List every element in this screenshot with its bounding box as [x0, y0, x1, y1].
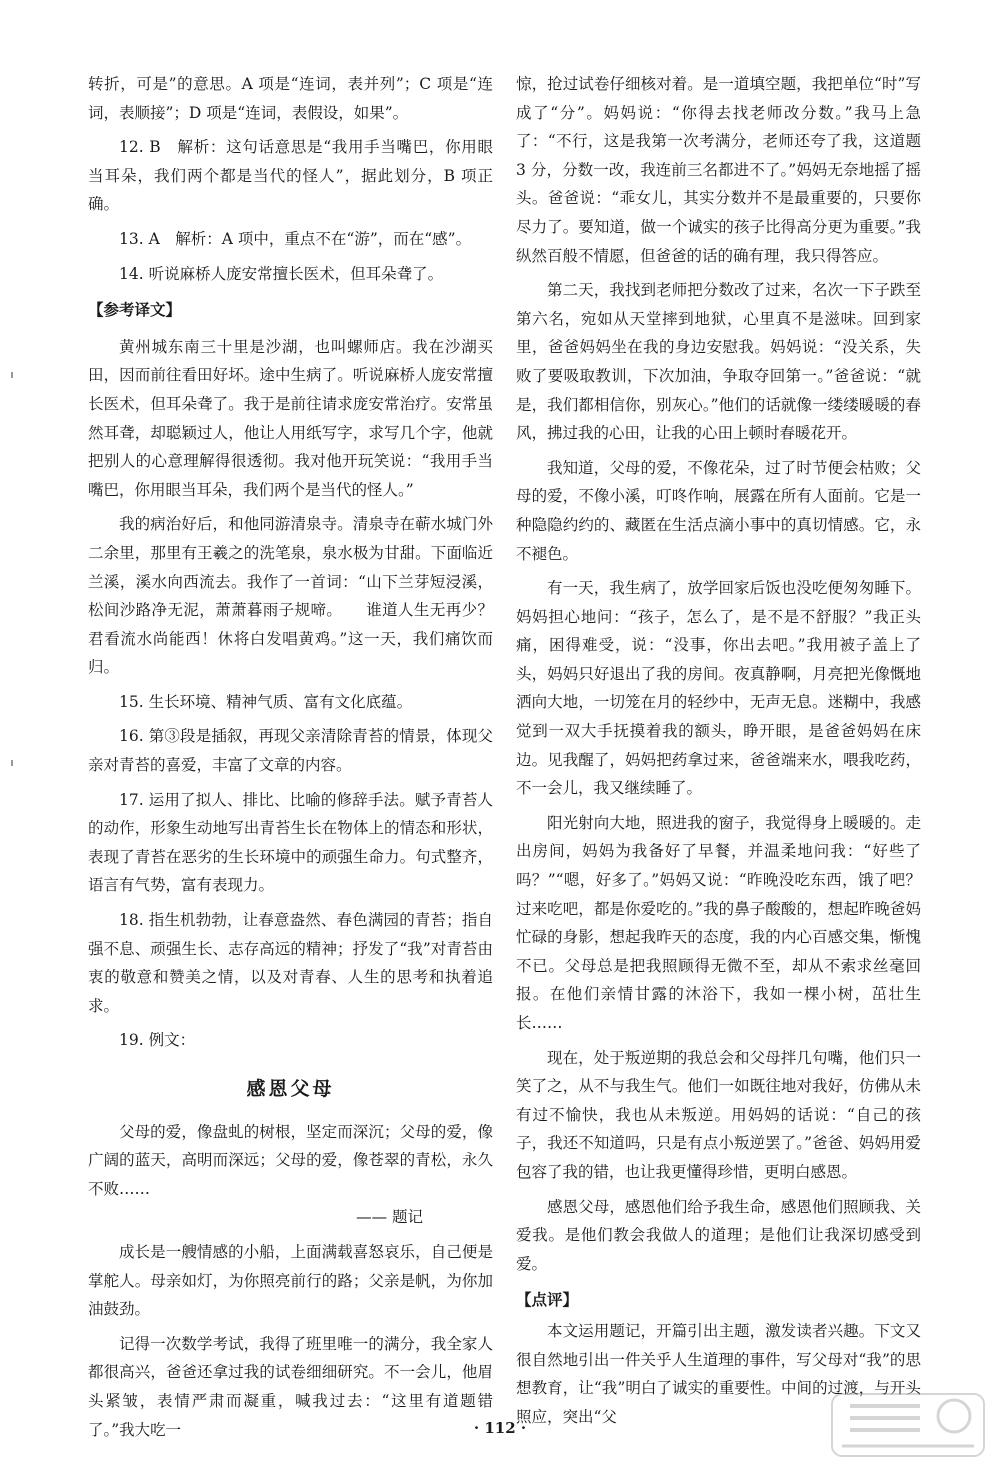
- answer-18: 18. 指生机勃勃，让春意盎然、春色满园的青苔；指自强不息、顽强生长、志存高远的精神；抒发了“我”对青苔由衷的敬意和赞美之情，以及对青春、人生的思考和执着追求。: [88, 911, 493, 1015]
- translation-paragraph: 黄州城东南三十里是沙湖，也叫螺师店。我在沙湖买田，因而前往看田好坏。途中生病了。听说麻桥人庞安常擅长医术，但耳朵聋了。我于是前往请求庞安常治疗。安常虽然耳聋，却聪颖过人，他让人用纸写字，求写几个字，他就把别人的心意理解得很透彻。我对他开玩笑说：“我用手当嘴巴，你用眼当耳朵，我们两个是当代的怪人。”: [88, 337, 493, 499]
- answer-13: 13. A 解析：A 项中，重点不在“游”，而在“感”。: [119, 229, 472, 248]
- essay-paragraph: 惊，抢过试卷仔细核对着。是一道填空题，我把单位“时”写成了“分”。妈妈说：“你得去找老师改分数。”我马上急了：“不行，这是我第一次考满分，老师还夸了我，这道题 3 分，分数一改，我连前三名都进不了。”妈妈无奈地摇了摇头。爸爸说：“乖女儿，其实分数并不是最重要的，只要你尽力了。要知道，做一个诚实的孩子比得高分更为重要。”我纵然百般不情愿，但爸爸的话的确有理，我只得答应。: [516, 75, 921, 265]
- answer-12: 12. B 解析：这句话意思是“我用手当嘴巴，你用眼当耳朵，我们两个都是当代的怪人”，据此划分，B 项正确。: [88, 138, 493, 214]
- translation-paragraph: 我的病治好后，和他同游清泉寺。清泉寺在蕲水城门外二余里，那里有王羲之的洗笔泉，泉水极为甘甜。下面临近兰溪，溪水向西流去。我作了一首词：“山下兰芽短浸溪，松间沙路净无泥，萧萧暮雨子规啼。 谁道人生无再少？君看流水尚能西！休将白发唱黄鸡。”这一天，我们痛饮而归。: [88, 515, 493, 677]
- comment-heading: 【点评】: [516, 1290, 579, 1310]
- right-column: [516, 70, 921, 1431]
- answer-17: 17. 运用了拟人、排比、比喻的修辞手法。赋予青苔人的动作，形象生动地写出青苔生长在物体上的情态和形状，表现了青苔在恶劣的生长环境中的顽强生命力。句式整齐，语言有气势，富有表现力。: [88, 790, 493, 895]
- answer-14: 14. 听说麻桥人庞安常擅长医术，但耳朵聋了。: [119, 264, 444, 283]
- essay-paragraph: 我知道，父母的爱，不像花朵，过了时节便会枯败；父母的爱，不像小溪，叮咚作响，展露在所有人面前。它是一种隐隐约约的、藏匿在生活点滴小事中的真切情感。它，永不褪色。: [516, 458, 921, 563]
- left-column: [88, 70, 493, 1444]
- answer-16: 16. 第③段是插叙，再现父亲清除青苔的情景，体现父亲对青苔的喜爱，丰富了文章的内容。: [88, 727, 493, 775]
- reference-translation-heading: 【参考译文】: [88, 300, 182, 320]
- essay-paragraph: 阳光射向大地，照进我的窗子，我觉得身上暖暖的。走出房间，妈妈为我备好了早餐，并温柔地问我：“好些了吗？”“嗯，好多了。”妈妈又说：“昨晚没吃东西，饿了吧？过来吃吧，都是你爱吃的。”我的鼻子酸酸的，想起昨晚爸妈忙碌的身影，想起我昨天的态度，我的内心百感交集，惭愧不已。父母总是把我照顾得无微不至，却从不索求丝毫回报。在他们亲情甘露的沐浴下，我如一棵小树，茁壮生长……: [516, 813, 921, 1032]
- scan-mark: [11, 372, 13, 378]
- essay-paragraph: 第二天，我找到老师把分数改了过来，名次一下子跌至第六名，宛如从天堂摔到地狱，心里真不是滋味。回到家里，爸爸妈妈坐在我的身边安慰我。妈妈说：“没关系，失败了要吸取教训，下次加油，争取夺回第一。”爸爸说：“就是，我们都相信你，别灰心。”他们的话就像一缕缕暖暖的春风，拂过我的心田，让我的心田上顿时春暖花开。: [516, 281, 921, 443]
- page-number: · 112 ·: [473, 1419, 527, 1437]
- answer-15: 15. 生长环境、精神气质、富有文化底蕴。: [119, 692, 413, 711]
- watermark-logo: [830, 1392, 986, 1458]
- scan-mark: [11, 760, 13, 766]
- essay-paragraph: 记得一次数学考试，我得了班里唯一的满分，我全家人都很高兴，爸爸还拿过我的试卷细细研究。不一会儿，他眉头紧皱，表情严肃而凝重，喊我过去：“这里有道题错了。”我大吃一: [88, 1334, 493, 1439]
- comment-paragraph: 本文运用题记，开篇引出主题，激发读者兴趣。下文又很自然地引出一件关乎人生道理的事件，写父母对“我”的思想教育，让“我”明白了诚实的重要性。中间的过渡，与开头照应，突出“父: [516, 1321, 921, 1426]
- epigraph: 父母的爱，像盘虬的树根，坚定而深沉；父母的爱，像广阔的蓝天，高明而深远；父母的爱，像苍翠的青松，永久不败……: [88, 1122, 493, 1198]
- essay-paragraph: 成长是一艘情感的小船，上面满载喜怒哀乐，自己便是掌舵人。母亲如灯，为你照亮前行的路；父亲是帆，为你加油鼓劲。: [88, 1242, 493, 1319]
- essay-title: 感恩父母: [246, 1078, 335, 1100]
- essay-paragraph: 有一天，我生病了，放学回家后饭也没吃便匆匆睡下。妈妈担心地问：“孩子，怎么了，是不是不舒服？”我正头痛，困得难受，说：“没事，你出去吧。”我用被子盖上了头，妈妈只好退出了我的房间。夜真静啊，月亮把光像慨地洒向大地，一切笼在月的轻纱中，无声无息。迷糊中，我感觉到一双大手抚摸着我的额头，睁开眼，是爸爸妈妈在床边。见我醒了，妈妈把药拿过来，爸爸端来水，喂我吃药，不一会儿，我又继续睡了。: [516, 579, 921, 798]
- answer-continuation: 转折，可是”的意思。A 项是“连词，表并列”；C 项是“连词，表顺接”；D 项是“连词，表假设，如果”。: [88, 75, 493, 122]
- essay-paragraph: 感恩父母，感恩他们给予我生命，感恩他们照顾我、关爱我。是他们教会我做人的道理；是他们让我深切感受到爱。: [516, 1197, 921, 1273]
- essay-paragraph: 现在，处于叛逆期的我总会和父母拌几句嘴，他们只一笑了之，从不与我生气。他们一如既往地对我好，仿佛从未有过不愉快，我也从未叛逆。用妈妈的话说：“自己的孩子，我还不知道吗，只是有点小叛逆罢了。”爸爸、妈妈用爱包容了我的错，也让我更懂得珍惜，更明白感恩。: [516, 1048, 921, 1181]
- answer-19: 19. 例文：: [119, 1031, 196, 1050]
- epigraph-signature: —— 题记: [356, 1208, 423, 1227]
- watermark-graphic: [830, 1392, 986, 1458]
